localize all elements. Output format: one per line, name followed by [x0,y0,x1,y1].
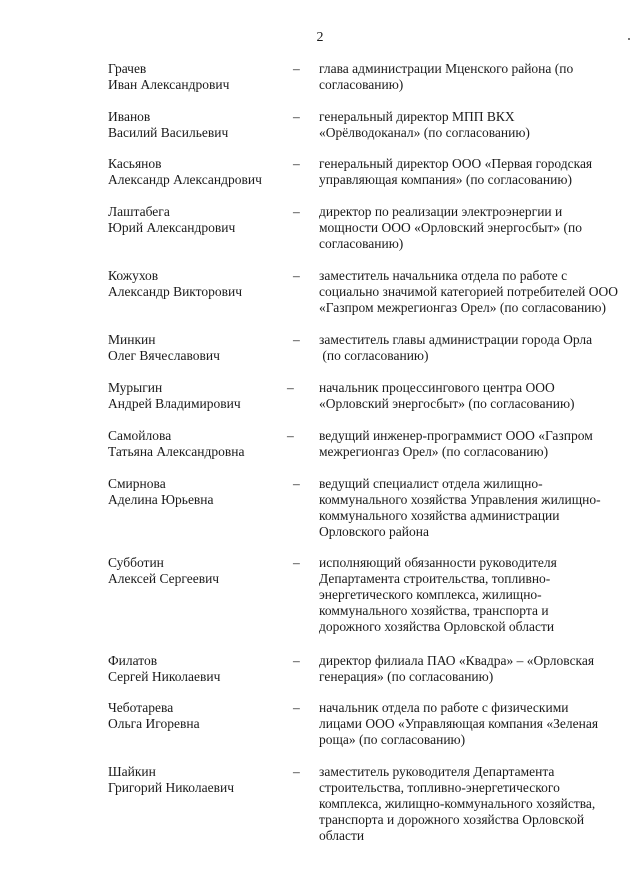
member-given-names: Аделина Юрьевна [108,492,214,507]
member-given-names: Сергей Николаевич [108,669,221,684]
member-name [108,700,288,732]
separator-dash: – [293,156,300,171]
member-position [319,476,637,540]
member-surname: Смирнова [108,476,166,491]
member-name [108,476,288,508]
member-position [319,204,637,252]
member-name [108,380,288,412]
member-name [108,653,288,685]
position-line: глава администрации Мценского района (по [319,61,574,76]
page-number: 2 [316,30,324,45]
position-line: генеральный директор МПП ВКХ [319,109,515,124]
position-line: ведущий инженер-программист ООО «Газпром [319,428,593,443]
position-line: «Газпром межрегионгаз Орел» (по согласованию) [319,300,606,315]
member-given-names: Ольга Игоревна [108,716,200,731]
member-surname: Субботин [108,555,164,570]
separator-dash: – [287,428,294,443]
separator-dash: – [287,380,294,395]
member-name [108,109,288,141]
separator-dash: – [293,204,300,219]
member-name [108,156,288,188]
separator-dash: – [293,332,300,347]
member-given-names: Василий Васильевич [108,125,229,140]
position-line: согласованию) [319,236,404,251]
position-line: (по согласованию) [319,348,429,363]
member-name [108,332,288,364]
position-line: коммунального хозяйства, транспорта и [319,603,549,618]
member-surname: Самойлова [108,428,172,443]
member-given-names: Олег Вячеславович [108,348,220,363]
member-position [319,61,637,93]
separator-dash: – [293,764,300,779]
position-line: генерация» (по согласованию) [319,669,494,684]
member-position [319,700,637,748]
position-line: исполняющий обязанности руководителя [319,555,557,570]
member-given-names: Татьяна Александровна [108,444,245,459]
position-line: Департамента строительства, топливно- [319,571,551,586]
separator-dash: – [293,109,300,124]
separator-dash: – [293,476,300,491]
position-line: начальник отдела по работе с физическими [319,700,569,715]
member-given-names: Андрей Владимирович [108,396,241,411]
member-surname: Шайкин [108,764,156,779]
position-line: Орловского района [319,524,429,539]
member-position [319,109,637,141]
separator-dash: – [293,61,300,76]
position-line: согласованию) [319,77,404,92]
position-line: ведущий специалист отдела жилищно- [319,476,543,491]
position-line: заместитель начальника отдела по работе с [319,268,568,283]
member-position [319,653,637,685]
member-given-names: Алексей Сергеевич [108,571,220,586]
member-name [108,764,288,796]
position-line: лицами ООО «Управляющая компания «Зеленая [319,716,599,731]
position-line: директор филиала ПАО «Квадра» – «Орловская [319,653,595,668]
position-line: межрегионгаз Орел» (по согласованию) [319,444,549,459]
separator-dash: – [293,268,300,283]
member-surname: Иванов [108,109,151,124]
separator-dash: – [293,555,300,570]
member-surname: Минкин [108,332,156,347]
position-line: роща» (по согласованию) [319,732,466,747]
member-name [108,61,288,93]
position-line: генеральный директор ООО «Первая городская [319,156,593,171]
member-position [319,764,637,844]
position-line: коммунального хозяйства Управления жилищно- [319,492,601,507]
position-line: мощности ООО «Орловский энергосбыт» (по [319,220,582,235]
position-line: энергетического комплекса, жилищно- [319,587,542,602]
member-name [108,204,288,236]
position-line: заместитель руководителя Департамента [319,764,555,779]
member-position [319,380,637,412]
separator-dash: – [293,700,300,715]
position-line: социально значимой категорией потребителей ООО [319,284,619,299]
position-line: транспорта и дорожного хозяйства Орловской [319,812,585,827]
member-name [108,555,288,587]
member-surname: Чеботарева [108,700,174,715]
position-line: заместитель главы администрации города Орла [319,332,593,347]
member-position [319,332,637,364]
position-line: строительства, топливно-энергетического [319,780,560,795]
member-position [319,156,637,188]
separator-dash: – [293,653,300,668]
member-given-names: Александр Александрович [108,172,262,187]
member-position [319,555,637,635]
position-line: области [319,828,365,843]
member-given-names: Иван Александрович [108,77,230,92]
member-surname: Филатов [108,653,158,668]
position-line: коммунального хозяйства администрации [319,508,560,523]
member-name [108,428,288,460]
position-line: «Орловский энергосбыт» (по согласованию) [319,396,575,411]
member-surname: Лаштабега [108,204,170,219]
position-line: комплекса, жилищно-коммунального хозяйства, [319,796,596,811]
member-position [319,268,637,316]
member-surname: Кожухов [108,268,159,283]
member-surname: Касьянов [108,156,162,171]
member-given-names: Юрий Александрович [108,220,236,235]
position-line: дорожного хозяйства Орловской области [319,619,555,634]
member-position [319,428,637,460]
member-name [108,268,288,300]
position-line: «Орёлводоканал» (по согласованию) [319,125,530,140]
position-line: директор по реализации электроэнергии и [319,204,563,219]
position-line: управляющая компания» (по согласованию) [319,172,572,187]
member-given-names: Григорий Николаевич [108,780,234,795]
member-surname: Грачев [108,61,147,76]
member-surname: Мурыгин [108,380,163,395]
position-line: начальник процессингового центра ООО [319,380,555,395]
member-given-names: Александр Викторович [108,284,243,299]
scan-speck [628,38,630,40]
